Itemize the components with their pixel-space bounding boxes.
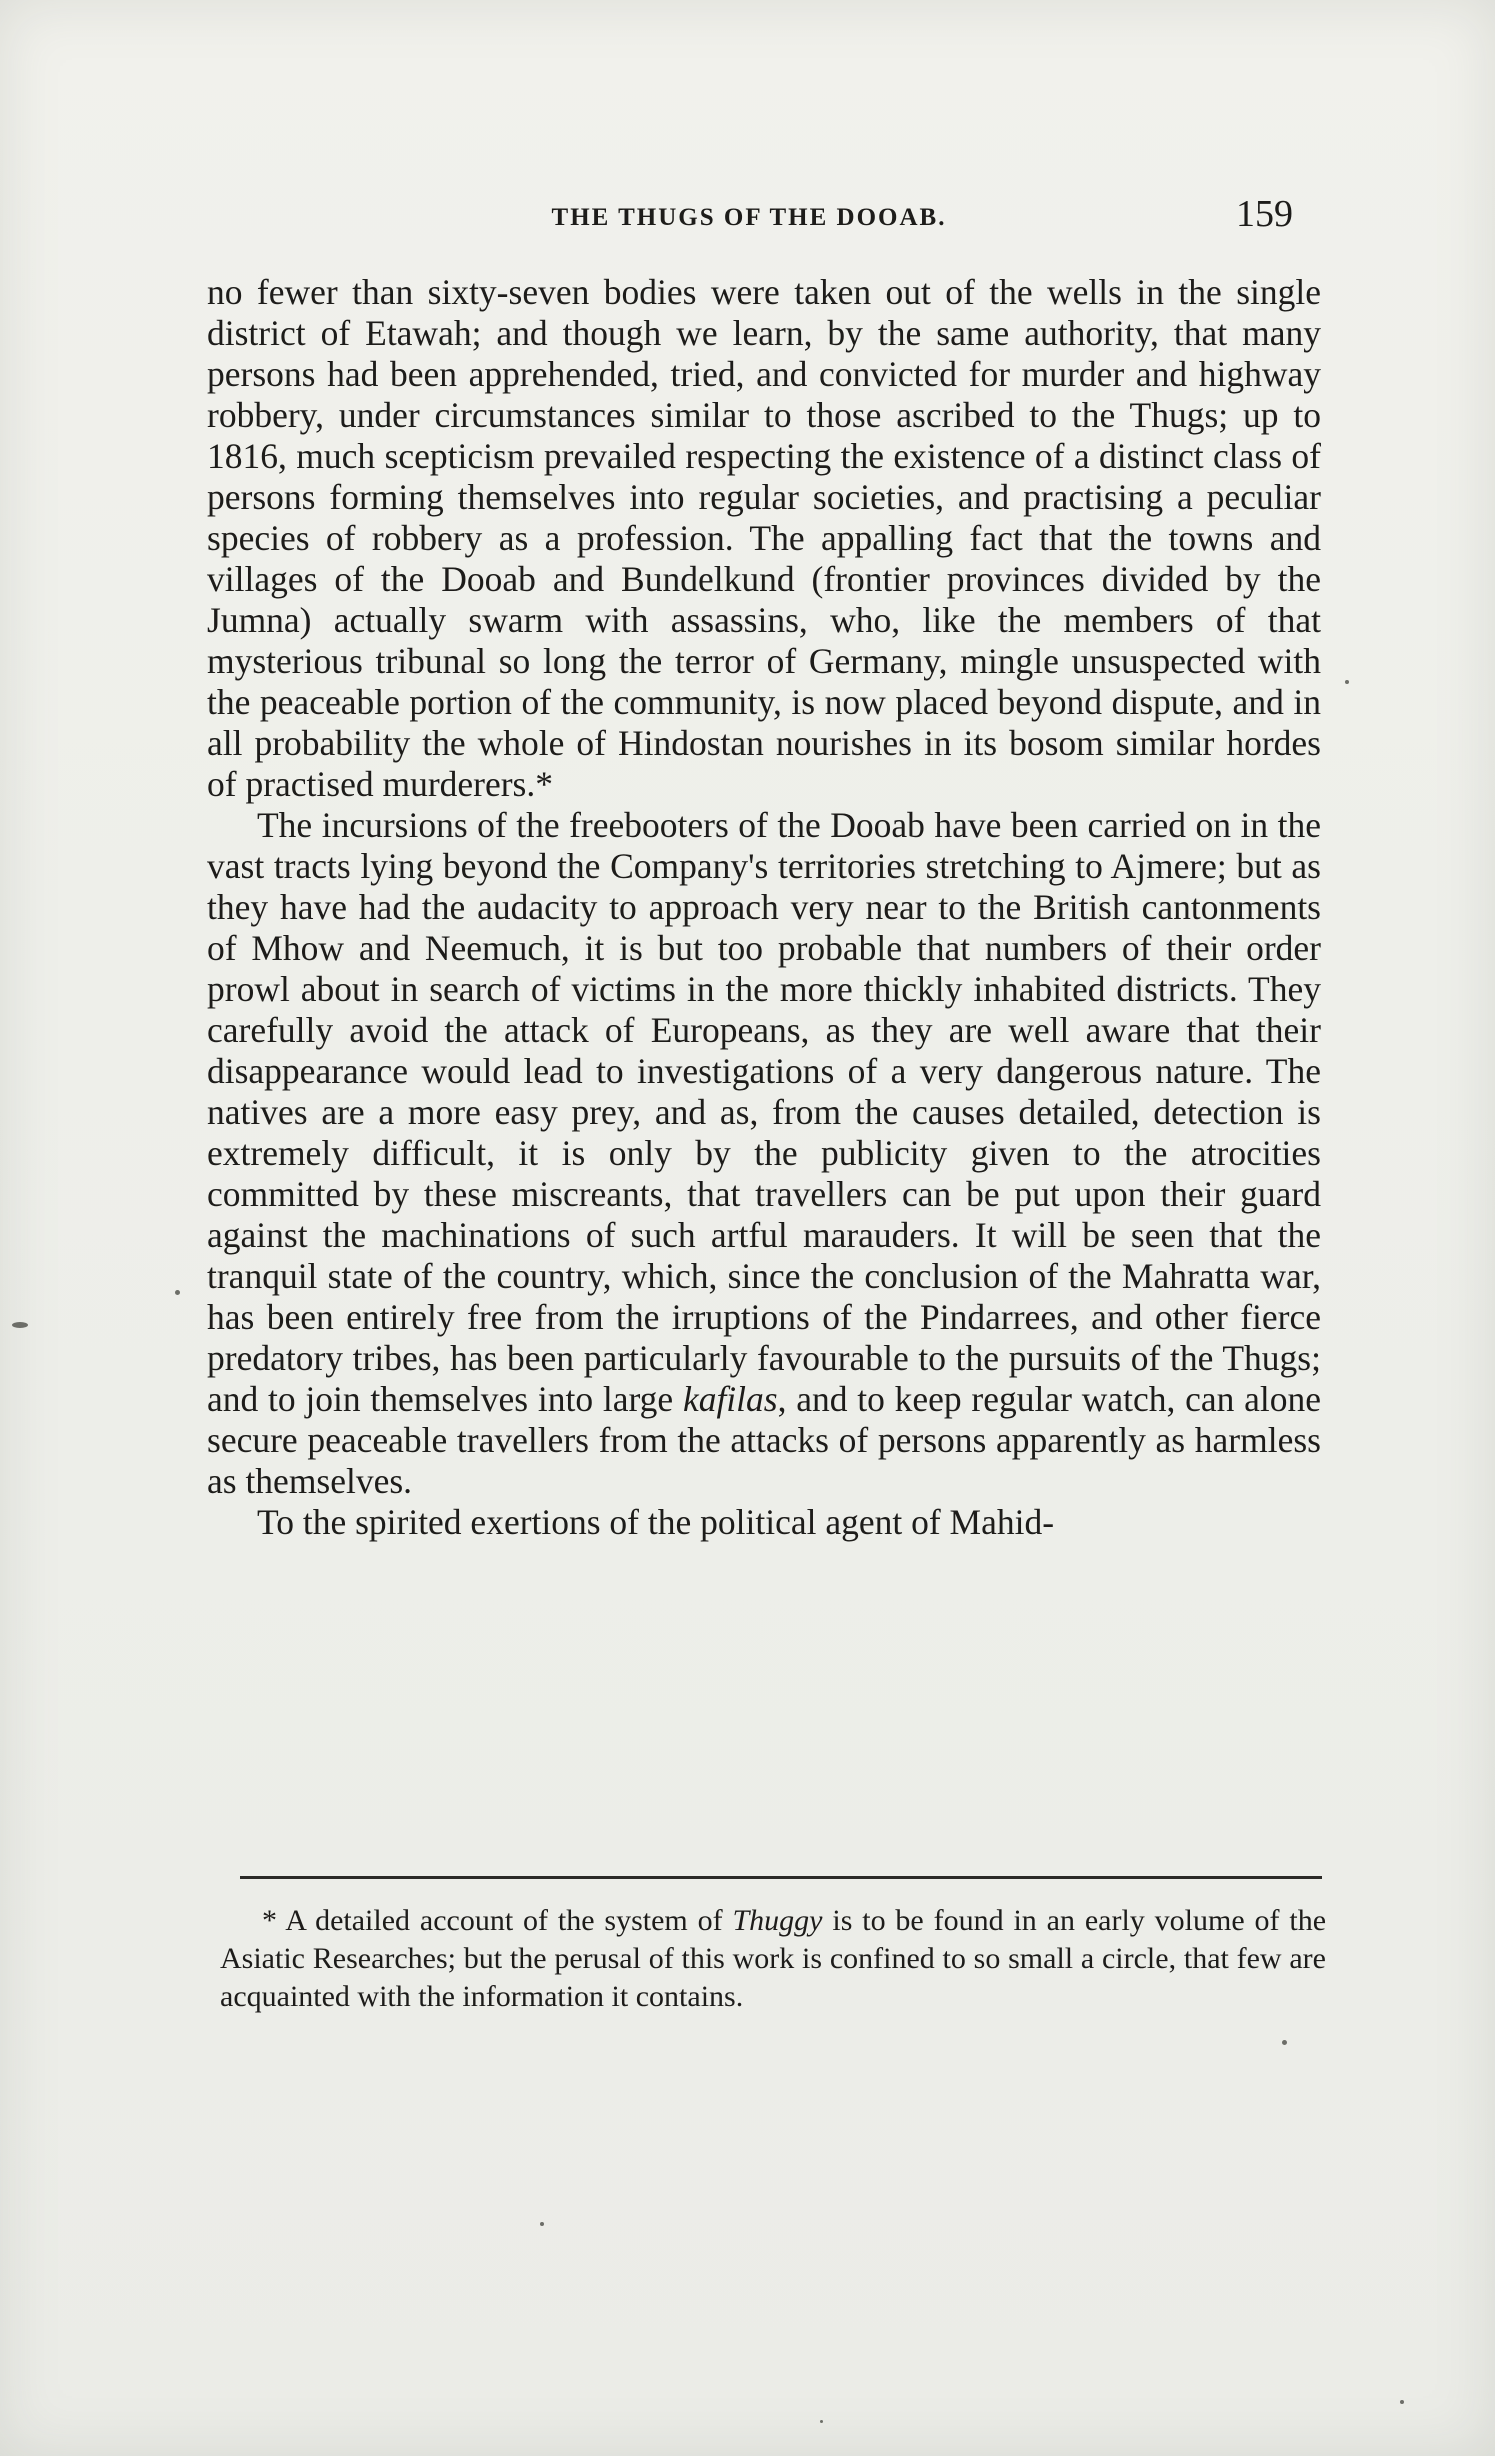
paper-speck [1345,680,1349,684]
paper-speck [1400,2400,1404,2404]
paper-speck [12,1322,28,1328]
footnote-divider [240,1876,1322,1879]
paragraph-1: no fewer than sixty-seven bodies were taken out of the wells in the single district of Etawah; and though we learn, by the same authority, that many persons had been apprehended, tried, and convicted for murder and highway robbery, under circumstances similar to those ascribed to the Thugs; up to 1816, much scepticism prevailed respecting the existence of a distinct class of persons forming themselves into regular societies, and practising a peculiar species of robbery as a profession. The appalling fact that the towns and villages of the Dooab and Bundelkund (frontier provinces divided by the Jumna) actually swarm with assassins, who, like the members of that mysterious tribunal so long the terror of Germany, mingle unsuspected with the peaceable portion of the community, is now placed beyond dispute, and in all probability the whole of Hindostan nourishes in its bosom similar hordes of practised murderers.* [207,272,1321,804]
paragraph-3: To the spirited exertions of the political agent of Mahid- [257,1502,1055,1542]
page-header [205,192,1293,242]
footnote-text-start: A detailed account of the system of [285,1904,723,1937]
page-number: 159 [1236,193,1293,235]
italic-term-kafilas: kafilas [682,1379,778,1419]
paper-speck [540,2222,544,2226]
running-title: THE THUGS OF THE DOOAB. [551,204,947,231]
italic-term-thuggy: Thuggy [732,1904,823,1937]
footnote-marker: * [262,1904,277,1937]
paper-speck [175,1290,180,1295]
footnote-text-end: is to be found in an early volume of the Asiatic Researches; but the perusal of this work is confined to so small a circle, that few are acquainted with the information it contains. [220,1904,1327,2013]
paragraph-2-text-start: The incursions of the freebooters of the Dooab have been carried on in the vast tracts lying beyond the Company's territories stretching to Ajmere; but as they have had the audacity to approach very near to the British cantonments of Mhow and Neemuch, it is but too probable that numbers of their order prowl about in search of victims in the more thickly inhabited districts. They carefully avoid the attack of Europeans, as they are well aware that their disappearance would lead to investigations of a very dangerous nature. The natives are a more easy prey, and as, from the causes detailed, detection is extremely difficult, it is only by the publicity given to the atrocities committed by these miscreants, that travellers can be put upon their guard against the machinations of such artful marauders. It will be seen that the tranquil state of the country, which, since the conclusion of the Mahratta war, has been entirely free from the irruptions of the Pindarrees, and other fierce predatory tribes, has been particularly favourable to the pursuits of the Thugs; and to join themselves into large [207,805,1321,1419]
footnote [220,1902,1326,2016]
paper-speck [820,2420,823,2423]
paragraph-2-text-end: , and to keep regular watch, can alone secure peaceable travellers from the attacks of persons apparently as harmless as themselves. [207,1379,1321,1501]
paper-speck [1282,2040,1287,2045]
body-text [207,272,1321,1543]
paragraph-2 [207,805,1321,1502]
